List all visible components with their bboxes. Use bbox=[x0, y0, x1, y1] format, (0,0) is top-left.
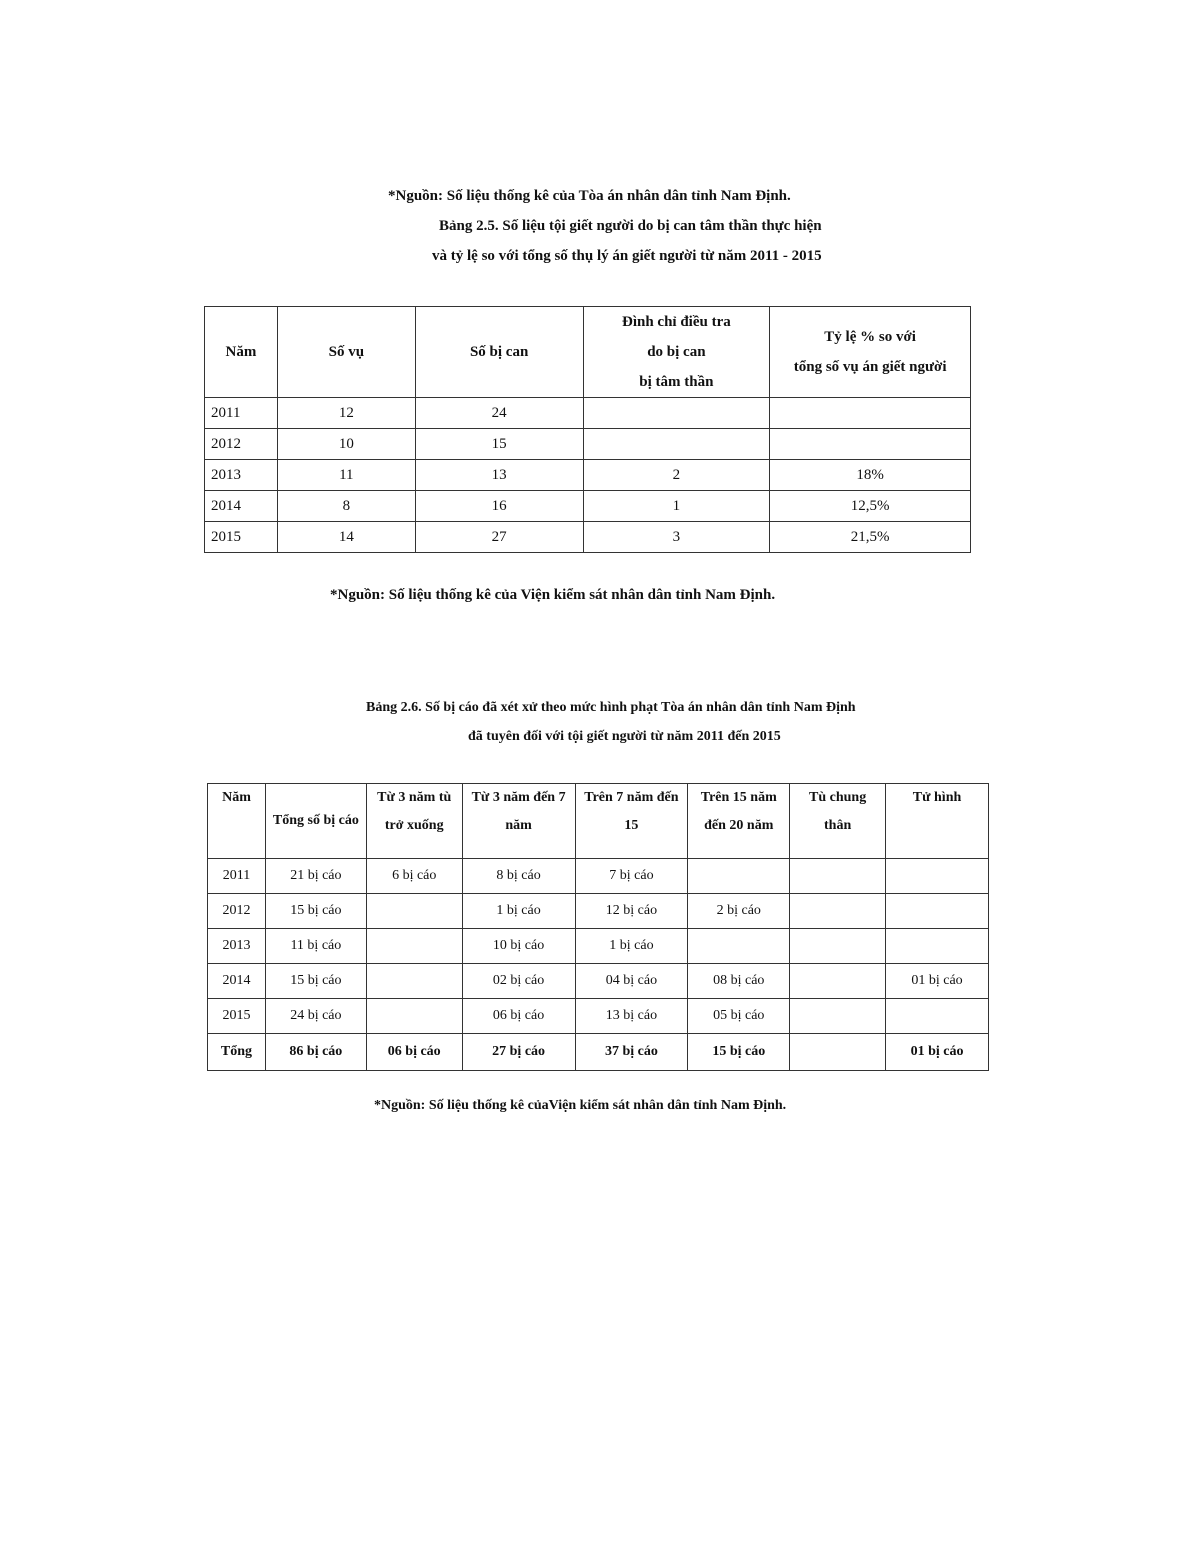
cell-dinh-chi: 3 bbox=[583, 522, 770, 553]
header-duoi-3-nam: Từ 3 năm tù trở xuống bbox=[366, 784, 462, 859]
cell-3-den-7-nam: 02 bị cáo bbox=[462, 964, 575, 999]
cell-ty-le bbox=[770, 429, 971, 460]
header-15-den-20-nam: Trên 15 năm đến 20 năm bbox=[688, 784, 790, 859]
cell-so-bi-can: 13 bbox=[415, 460, 583, 491]
cell-so-vu: 12 bbox=[277, 398, 415, 429]
cell-tu-chung-than bbox=[790, 1034, 886, 1071]
cell-so-vu: 14 bbox=[277, 522, 415, 553]
cell-7-den-15-nam: 1 bị cáo bbox=[575, 929, 688, 964]
cell-tu-hinh bbox=[886, 999, 989, 1034]
cell-tu-hinh: 01 bị cáo bbox=[886, 1034, 989, 1071]
cell-dinh-chi: 1 bbox=[583, 491, 770, 522]
table-row bbox=[208, 964, 989, 999]
cell-tu-chung-than bbox=[790, 929, 886, 964]
header-tu-chung-than: Tù chung thân bbox=[790, 784, 886, 859]
header-tu-hinh: Tử hình bbox=[886, 784, 989, 859]
cell-duoi-3-nam bbox=[366, 929, 462, 964]
table-2-6-caption-line2: đã tuyên đối với tội giết người từ năm 2011 đến 2015 bbox=[468, 729, 781, 744]
cell-7-den-15-nam: 13 bị cáo bbox=[575, 999, 688, 1034]
cell-3-den-7-nam: 06 bị cáo bbox=[462, 999, 575, 1034]
cell-3-den-7-nam: 1 bị cáo bbox=[462, 894, 575, 929]
header-tong-so-bi-cao: Tổng số bị cáo bbox=[265, 784, 366, 859]
cell-total: 21 bị cáo bbox=[265, 859, 366, 894]
cell-duoi-3-nam: 06 bị cáo bbox=[366, 1034, 462, 1071]
cell-so-vu: 10 bbox=[277, 429, 415, 460]
cell-tu-chung-than bbox=[790, 894, 886, 929]
header-nam: Năm bbox=[208, 784, 266, 859]
cell-year: 2011 bbox=[205, 398, 278, 429]
cell-ty-le: 18% bbox=[770, 460, 971, 491]
cell-so-bi-can: 27 bbox=[415, 522, 583, 553]
cell-tu-chung-than bbox=[790, 964, 886, 999]
cell-tu-chung-than bbox=[790, 859, 886, 894]
cell-year: 2011 bbox=[208, 859, 266, 894]
cell-15-den-20-nam bbox=[688, 929, 790, 964]
cell-year: 2013 bbox=[205, 460, 278, 491]
cell-total-label: Tổng bbox=[208, 1034, 266, 1071]
table-row bbox=[208, 929, 989, 964]
table-total-row bbox=[208, 1034, 989, 1071]
cell-so-bi-can: 15 bbox=[415, 429, 583, 460]
table-2-6 bbox=[207, 783, 989, 1071]
cell-3-den-7-nam: 8 bị cáo bbox=[462, 859, 575, 894]
table-row bbox=[208, 859, 989, 894]
cell-year: 2012 bbox=[205, 429, 278, 460]
cell-duoi-3-nam bbox=[366, 999, 462, 1034]
cell-7-den-15-nam: 12 bị cáo bbox=[575, 894, 688, 929]
cell-7-den-15-nam: 7 bị cáo bbox=[575, 859, 688, 894]
table-row bbox=[208, 894, 989, 929]
cell-dinh-chi bbox=[583, 398, 770, 429]
table-row bbox=[208, 999, 989, 1034]
table-row bbox=[205, 460, 971, 491]
cell-tu-hinh bbox=[886, 929, 989, 964]
source-note-procuracy-2: *Nguồn: Số liệu thống kê củaViện kiểm sát nhân dân tỉnh Nam Định. bbox=[374, 1098, 787, 1113]
cell-total: 15 bị cáo bbox=[265, 894, 366, 929]
header-7-den-15-nam: Trên 7 năm đến 15 bbox=[575, 784, 688, 859]
cell-total: 86 bị cáo bbox=[265, 1034, 366, 1071]
table-2-5-caption-line2: và tỷ lệ so với tổng số thụ lý án giết người từ năm 2011 - 2015 bbox=[432, 248, 822, 264]
cell-3-den-7-nam: 27 bị cáo bbox=[462, 1034, 575, 1071]
cell-duoi-3-nam bbox=[366, 894, 462, 929]
cell-year: 2014 bbox=[208, 964, 266, 999]
source-note-court: *Nguồn: Số liệu thống kê của Tòa án nhân dân tỉnh Nam Định. bbox=[388, 188, 791, 204]
source-note-procuracy-1: *Nguồn: Số liệu thống kê của Viện kiểm sát nhân dân tỉnh Nam Định. bbox=[330, 587, 776, 603]
cell-tu-hinh bbox=[886, 859, 989, 894]
cell-year: 2014 bbox=[205, 491, 278, 522]
table-header-row bbox=[205, 307, 971, 398]
cell-tu-chung-than bbox=[790, 999, 886, 1034]
cell-15-den-20-nam: 05 bị cáo bbox=[688, 999, 790, 1034]
cell-so-bi-can: 24 bbox=[415, 398, 583, 429]
cell-ty-le bbox=[770, 398, 971, 429]
cell-15-den-20-nam bbox=[688, 859, 790, 894]
cell-so-vu: 11 bbox=[277, 460, 415, 491]
cell-year: 2015 bbox=[208, 999, 266, 1034]
table-row bbox=[205, 491, 971, 522]
header-ty-le: Tỷ lệ % so với tổng số vụ án giết người bbox=[770, 307, 971, 398]
header-so-vu: Số vụ bbox=[277, 307, 415, 398]
cell-total: 24 bị cáo bbox=[265, 999, 366, 1034]
cell-dinh-chi: 2 bbox=[583, 460, 770, 491]
table-row bbox=[205, 429, 971, 460]
cell-15-den-20-nam: 2 bị cáo bbox=[688, 894, 790, 929]
table-row bbox=[205, 398, 971, 429]
table-header-row bbox=[208, 784, 989, 859]
table-2-5 bbox=[204, 306, 971, 553]
cell-total: 11 bị cáo bbox=[265, 929, 366, 964]
header-so-bi-can: Số bị can bbox=[415, 307, 583, 398]
cell-total: 15 bị cáo bbox=[265, 964, 366, 999]
table-2-6-caption-line1: Bảng 2.6. Số bị cáo đã xét xử theo mức hình phạt Tòa án nhân dân tỉnh Nam Định bbox=[366, 700, 856, 715]
cell-so-bi-can: 16 bbox=[415, 491, 583, 522]
cell-ty-le: 12,5% bbox=[770, 491, 971, 522]
cell-year: 2013 bbox=[208, 929, 266, 964]
cell-7-den-15-nam: 37 bị cáo bbox=[575, 1034, 688, 1071]
cell-tu-hinh: 01 bị cáo bbox=[886, 964, 989, 999]
header-dinh-chi: Đình chỉ điều tra do bị can bị tâm thần bbox=[583, 307, 770, 398]
cell-duoi-3-nam bbox=[366, 964, 462, 999]
cell-3-den-7-nam: 10 bị cáo bbox=[462, 929, 575, 964]
cell-7-den-15-nam: 04 bị cáo bbox=[575, 964, 688, 999]
header-3-den-7-nam: Từ 3 năm đến 7 năm bbox=[462, 784, 575, 859]
cell-so-vu: 8 bbox=[277, 491, 415, 522]
cell-15-den-20-nam: 08 bị cáo bbox=[688, 964, 790, 999]
cell-year: 2012 bbox=[208, 894, 266, 929]
cell-15-den-20-nam: 15 bị cáo bbox=[688, 1034, 790, 1071]
cell-duoi-3-nam: 6 bị cáo bbox=[366, 859, 462, 894]
table-2-5-caption-line1: Bảng 2.5. Số liệu tội giết người do bị can tâm thần thực hiện bbox=[439, 218, 822, 234]
header-nam: Năm bbox=[205, 307, 278, 398]
cell-dinh-chi bbox=[583, 429, 770, 460]
cell-ty-le: 21,5% bbox=[770, 522, 971, 553]
table-row bbox=[205, 522, 971, 553]
cell-tu-hinh bbox=[886, 894, 989, 929]
cell-year: 2015 bbox=[205, 522, 278, 553]
